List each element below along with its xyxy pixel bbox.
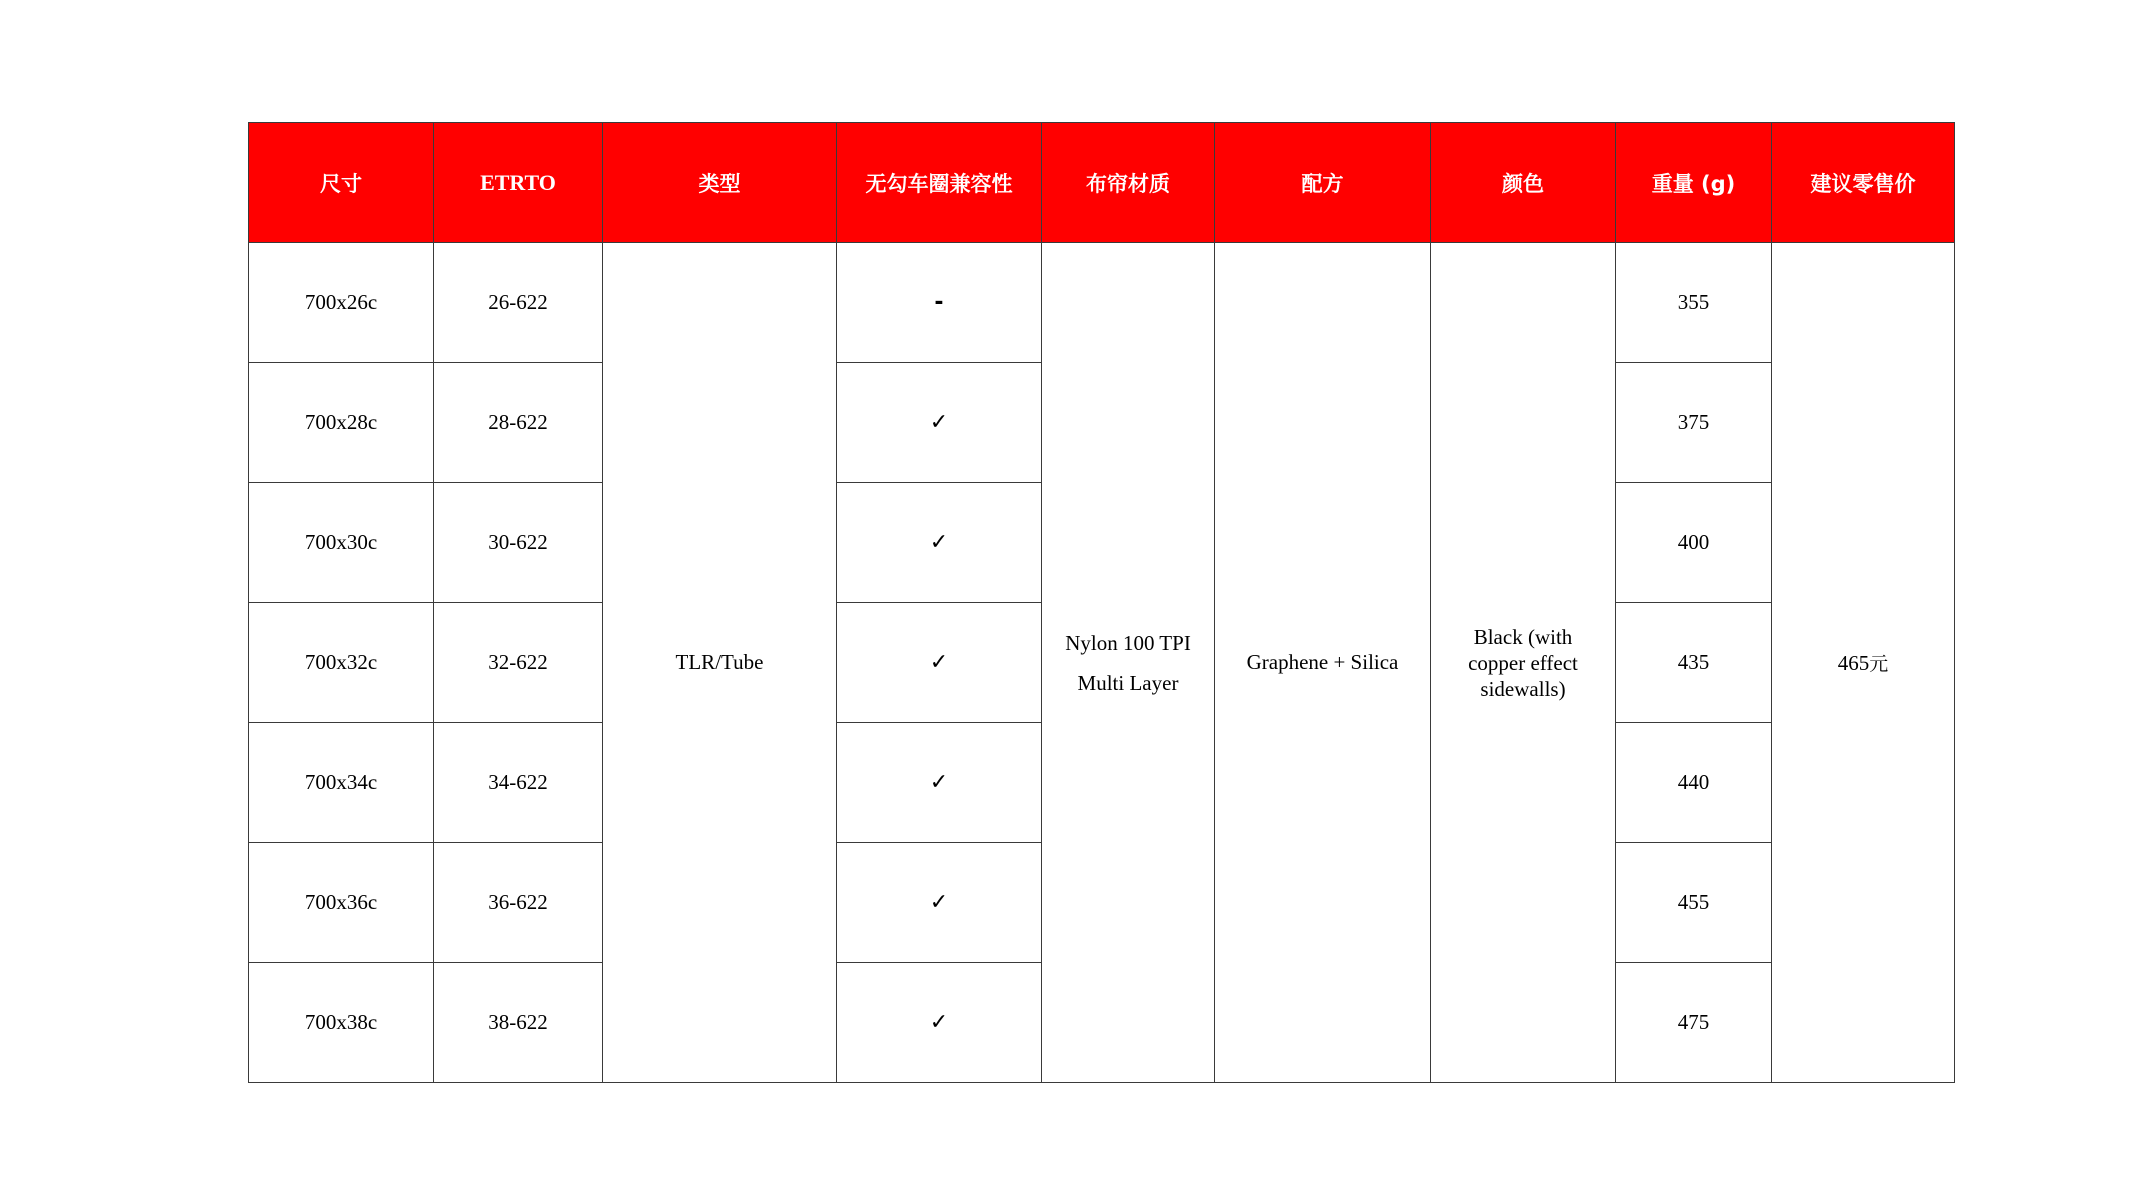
cell-etrto: 26-622 [434, 243, 603, 363]
cell-etrto: 28-622 [434, 363, 603, 483]
price-value: 465 [1837, 651, 1870, 675]
cell-hookless-compatibility: ✓ [837, 723, 1042, 843]
type-text: TLR/Tube [675, 650, 764, 674]
cell-etrto: 32-622 [434, 603, 603, 723]
cell-weight: 455 [1616, 843, 1772, 963]
header-hookless-compatibility: 无勾车圈兼容性 [837, 123, 1042, 243]
cell-weight: 375 [1616, 363, 1772, 483]
cell-hookless-compatibility: - [837, 243, 1042, 363]
header-size: 尺寸 [249, 123, 434, 243]
cell-hookless-compatibility: ✓ [837, 843, 1042, 963]
table-row [249, 243, 1955, 363]
cell-color [1431, 243, 1616, 1083]
cell-hookless-compatibility: ✓ [837, 483, 1042, 603]
header-row [249, 123, 1955, 243]
cell-hookless-compatibility: ✓ [837, 603, 1042, 723]
cell-etrto: 38-622 [434, 963, 603, 1083]
cell-weight: 435 [1616, 603, 1772, 723]
header-msrp: 建议零售价 [1772, 123, 1955, 243]
cell-weight: 400 [1616, 483, 1772, 603]
cell-size: 700x28c [249, 363, 434, 483]
header-casing: 布帘材质 [1042, 123, 1215, 243]
header-color: 颜色 [1431, 123, 1616, 243]
compound-text: Graphene + Silica [1246, 650, 1399, 674]
cell-size: 700x34c [249, 723, 434, 843]
cell-size: 700x26c [249, 243, 434, 363]
cell-type [603, 243, 837, 1083]
cell-size: 700x32c [249, 603, 434, 723]
cell-weight: 475 [1616, 963, 1772, 1083]
casing-line-1: Nylon 100 TPI [1065, 630, 1191, 655]
cell-msrp [1772, 243, 1955, 1083]
header-weight: 重量 (g) [1616, 123, 1772, 243]
cell-size: 700x30c [249, 483, 434, 603]
cell-etrto: 36-622 [434, 843, 603, 963]
tire-spec-table [248, 122, 1955, 1083]
table-header [249, 123, 1955, 243]
cell-casing [1042, 243, 1215, 1083]
header-type: 类型 [603, 123, 837, 243]
cell-size: 700x36c [249, 843, 434, 963]
cell-compound [1215, 243, 1431, 1083]
cell-weight: 440 [1616, 723, 1772, 843]
header-etrto: ETRTO [434, 123, 603, 243]
cell-etrto: 30-622 [434, 483, 603, 603]
table-body [249, 243, 1955, 1083]
cell-hookless-compatibility: ✓ [837, 963, 1042, 1083]
cell-etrto: 34-622 [434, 723, 603, 843]
casing-line-2: Multi Layer [1077, 670, 1179, 695]
header-compound: 配方 [1215, 123, 1431, 243]
color-text: Black (with copper effect sidewalls) [1468, 624, 1578, 701]
cell-weight: 355 [1616, 243, 1772, 363]
cell-size: 700x38c [249, 963, 434, 1083]
cell-hookless-compatibility: ✓ [837, 363, 1042, 483]
price-unit: 元 [1869, 653, 1889, 675]
